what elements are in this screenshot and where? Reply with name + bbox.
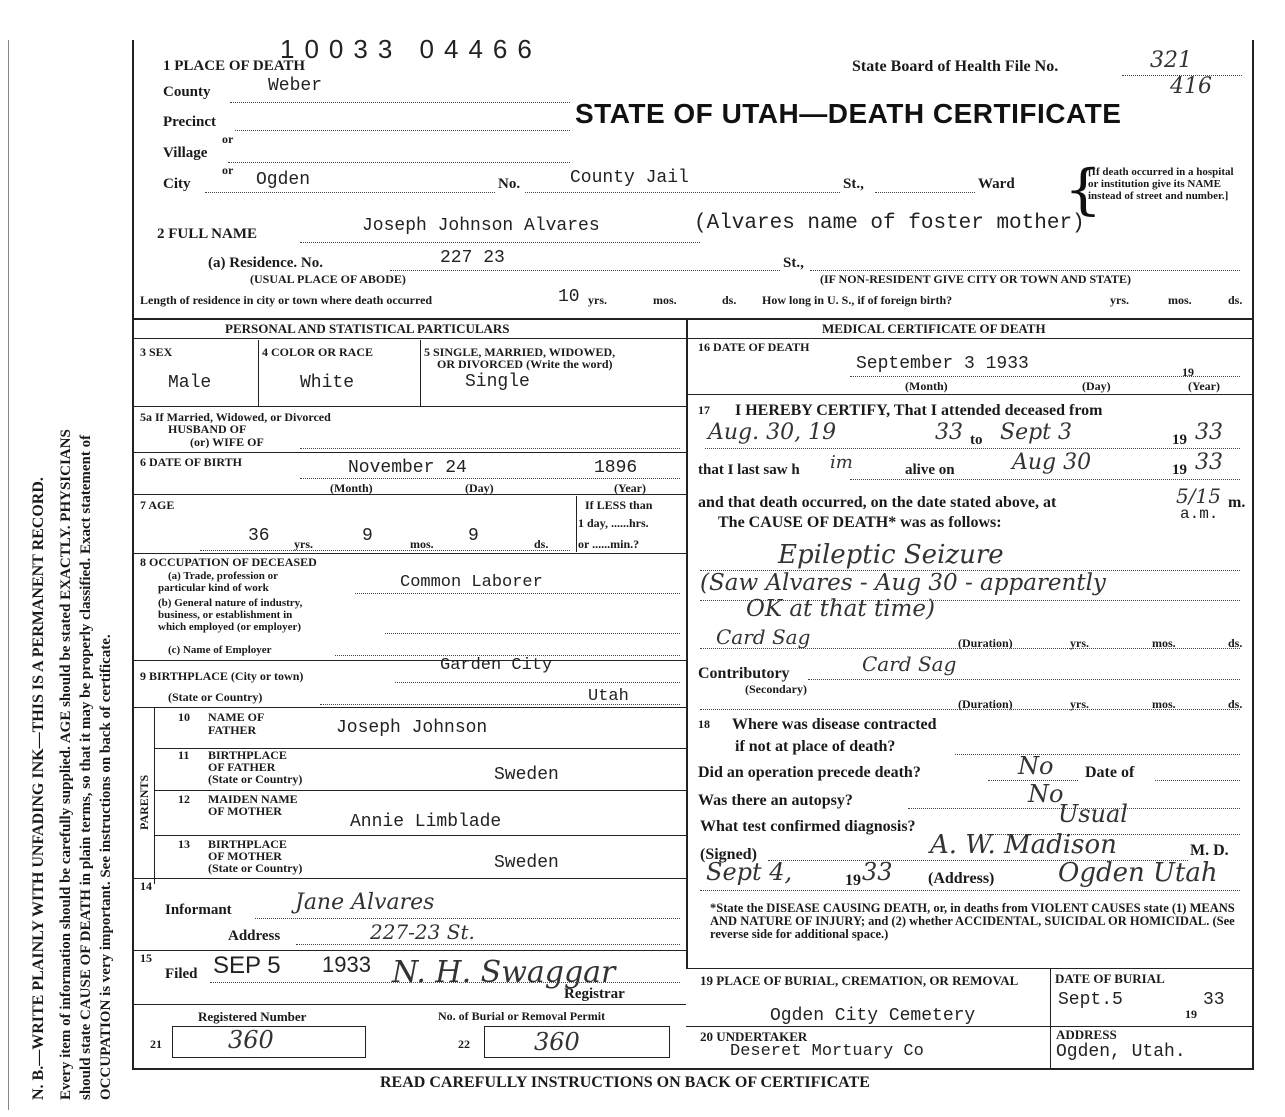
certificate-title: STATE OF UTAH—DEATH CERTIFICATE <box>575 98 1122 129</box>
birthplace-label: 9 BIRTHPLACE (City or town) <box>140 669 304 683</box>
dod-month-caption: (Month) <box>905 379 948 393</box>
precinct-label: Precinct <box>163 114 217 130</box>
contributory-value: Card Sag <box>862 652 957 676</box>
informant-num: 14 <box>140 879 152 893</box>
dod-label: 16 DATE OF DEATH <box>698 340 810 354</box>
undertaker-value: Deseret Mortuary Co <box>730 1042 924 1061</box>
dob-year-caption: (Year) <box>614 481 646 495</box>
signed-date: Sept 4, <box>706 858 793 886</box>
age-yrs: 36 <box>248 526 270 546</box>
center-divider <box>686 318 688 968</box>
filed-label: Filed <box>165 966 198 982</box>
father-bp-value: Sweden <box>494 765 559 785</box>
state-file-label: State Board of Health File No. <box>852 58 1059 75</box>
alive-date: Aug 30 <box>1012 450 1092 475</box>
foreign-birth-label: How long in U. S., if of foreign birth? <box>762 293 953 307</box>
burial-permit-value: 360 <box>534 1028 580 1056</box>
state-country-label: (State or Country) <box>168 690 263 704</box>
age-yrs-label: yrs. <box>294 537 313 551</box>
am-label: a.m. <box>1180 505 1219 523</box>
operation-value: No <box>1018 752 1054 780</box>
alive-on-label: alive on <box>905 462 955 478</box>
duration-ds-2: ds. <box>1228 697 1243 711</box>
spouse-label-3: (or) WIFE OF <box>190 435 264 449</box>
county-label: County <box>163 84 211 100</box>
dob-day-caption: (Day) <box>465 481 494 495</box>
dod-year-caption: (Year) <box>1188 379 1220 393</box>
right-border <box>1252 40 1254 1070</box>
signed-19: 19 <box>845 872 861 889</box>
res-yrs: yrs. <box>588 293 607 307</box>
occupation-value: Common Laborer <box>400 573 543 592</box>
disease-label: Where was disease contracted <box>732 716 937 733</box>
or-label-2: or <box>222 163 234 177</box>
divider-top <box>132 318 1252 320</box>
certify-text: I HEREBY CERTIFY, That I attended deceased from <box>735 402 1103 419</box>
less-than-2: 1 day, ......hrs. <box>578 516 649 530</box>
full-name-note: (Alvares name of foster mother) <box>694 212 1085 235</box>
place-of-death-label: 1 PLACE OF DEATH <box>163 58 306 74</box>
occupation-label: 8 OCCUPATION OF DECEASED <box>140 555 317 569</box>
side-note-1: N. B.—WRITE PLAINLY WITH UNFADING INK—THIS IS A PERMANENT RECORD. <box>30 477 47 1100</box>
father-bp-num: 11 <box>178 748 190 762</box>
duration-1: (Duration) <box>958 636 1013 650</box>
footnote: *State the DISEASE CAUSING DEATH, or, in deaths from VIOLENT CAUSES state (1) MEANS AND NATURE OF INJURY; and (2) whether ACCIDENTAL, SUICIDAL OR HOMICIDAL. (See reverse side for additional space.) <box>710 901 1235 941</box>
dob-value: November 24 <box>348 458 467 478</box>
dod-19: 19 <box>1182 365 1194 379</box>
birthplace-city: Garden City <box>440 656 553 675</box>
father-label-text: NAME OF FATHER <box>208 710 264 737</box>
occupation-b1: (b) General nature of industry, <box>158 597 303 609</box>
operation-label: Did an operation precede death? <box>698 764 921 781</box>
physician-signature: A. W. Madison <box>930 830 1117 860</box>
full-name-label: 2 FULL NAME <box>157 226 258 242</box>
signed-year: 33 <box>862 858 893 886</box>
dob-year: 1896 <box>594 458 638 478</box>
death-occurred-label: and that death occurred, on the date stated above, at <box>698 494 1057 511</box>
res-yrs-2: yrs. <box>1110 293 1129 307</box>
res-ds: ds. <box>722 293 737 307</box>
mother-value: Annie Limblade <box>350 812 502 832</box>
color-value: White <box>300 373 355 393</box>
street-number-value: County Jail <box>570 168 689 188</box>
informant-address: 227-23 St. <box>370 920 475 944</box>
duration-yrs-2: yrs. <box>1070 697 1089 711</box>
registered-number-label: Registered Number <box>198 1009 307 1024</box>
undertaker-label: 20 UNDERTAKER <box>700 1029 808 1044</box>
res-mos-2: mos. <box>1168 293 1192 307</box>
mother-name-num: 12 <box>178 792 190 806</box>
city-label: City <box>163 176 191 192</box>
dob-month-caption: (Month) <box>330 481 373 495</box>
duration-mos-1: mos. <box>1152 636 1176 650</box>
attended-from-year: 33 <box>935 420 963 445</box>
attended-to: Sept 3 <box>1000 420 1073 445</box>
occupation-b2: business, or establishment in <box>158 609 293 621</box>
parents-label: PARENTS <box>137 774 151 830</box>
burial-date-value: Sept.5 <box>1058 990 1123 1010</box>
age-mos-label: mos. <box>410 537 434 551</box>
state-file-no-top: 321 <box>1150 48 1192 73</box>
spouse-label-2: HUSBAND OF <box>168 422 247 436</box>
father-name-label: 10 <box>178 710 190 724</box>
side-note-4: OCCUPATION is very important. See instructions on back of certificate. <box>98 634 114 1100</box>
non-resident-label: (IF NON-RESIDENT GIVE CITY OR TOWN AND STATE) <box>820 272 1132 286</box>
occupation-a2: particular kind of work <box>158 582 269 594</box>
to-label: to <box>970 432 983 448</box>
residence-value: 227 23 <box>440 248 505 268</box>
alive-year: 33 <box>1195 450 1223 475</box>
length-residence-label: Length of residence in city or town where death occurred <box>140 293 433 307</box>
county-value: Weber <box>268 76 323 96</box>
occupation-a1: (a) Trade, profession or <box>168 570 278 582</box>
secondary-label: (Secondary) <box>745 682 807 696</box>
mother-name-label: MAIDEN NAME OF MOTHER <box>208 792 298 818</box>
physician-address-label: (Address) <box>928 870 995 887</box>
duration-yrs-1: yrs. <box>1070 636 1089 650</box>
father-bp-label: BIRTHPLACE OF FATHER (State or Country) <box>208 748 303 786</box>
res-ds-2: ds. <box>1228 293 1243 307</box>
left-border <box>132 40 134 1070</box>
sex-label: 3 SEX <box>140 345 173 359</box>
age-mos: 9 <box>362 526 373 546</box>
age-ds-label: ds. <box>534 537 549 551</box>
informant-label: Informant <box>165 902 232 918</box>
marital-label-2: OR DIVORCED (Write the word) <box>437 357 613 371</box>
informant-value: Jane Alvares <box>295 890 435 915</box>
test-label: What test confirmed diagnosis? <box>700 818 916 835</box>
registrar-signature: N. H. Swaggar <box>392 955 616 990</box>
cause-3: OK at that time) <box>746 596 935 622</box>
filed-num: 15 <box>140 951 152 965</box>
ward-label: Ward <box>978 176 1015 192</box>
filed-year: 1933 <box>322 952 371 977</box>
residence-label: (a) Residence. No. <box>208 255 323 271</box>
mother-bp-num: 13 <box>178 837 190 851</box>
bottom-border <box>132 1068 1252 1070</box>
undertaker-address-label: ADDRESS <box>1056 1027 1117 1042</box>
burial-year: 33 <box>1203 990 1225 1010</box>
burial-19: 19 <box>1185 1007 1197 1021</box>
birthplace-state: Utah <box>588 687 629 706</box>
sex-value: Male <box>168 373 212 393</box>
filed-date: SEP 5 <box>213 952 281 979</box>
informant-address-label: Address <box>228 928 281 944</box>
duration-ds-1: ds. <box>1228 636 1243 650</box>
attended-from: Aug. 30, 19 <box>708 420 837 445</box>
certify-num: 17 <box>698 403 710 417</box>
burial-place-label: 19 PLACE OF BURIAL, CREMATION, OR REMOVAL <box>700 973 1019 988</box>
no-label: No. <box>498 176 521 192</box>
last-saw-label: that I last saw h <box>698 462 800 478</box>
burial-place-value: Ogden City Cemetery <box>770 1006 976 1026</box>
physician-address: Ogden Utah <box>1058 858 1218 888</box>
spouse-label-1: 5a If Married, Widowed, or Divorced <box>140 410 331 424</box>
occupation-b3: which employed (or employer) <box>158 621 302 633</box>
footer-instructions: READ CAREFULLY INSTRUCTIONS ON BACK OF CERTIFICATE <box>380 1074 870 1091</box>
contributory-label: Contributory <box>698 665 790 682</box>
cause-2: (Saw Alvares - Aug 30 - apparently <box>700 570 1106 596</box>
residence-st-label: St., <box>783 255 804 271</box>
hospital-note: [If death occurred in a hospital or institution give its NAME instead of street and number.] <box>1088 166 1234 202</box>
age-ds: 9 <box>468 526 479 546</box>
file-stamp-number: 10033 04466 <box>280 34 542 64</box>
side-note-3: should state CAUSE OF DEATH in plain terms, so that it may be properly classified. Exact statement of <box>78 434 94 1100</box>
burial-permit-label: No. of Burial or Removal Permit <box>438 1009 606 1023</box>
cause-1: Epileptic Seizure <box>778 540 1004 570</box>
personal-header: PERSONAL AND STATISTICAL PARTICULARS <box>225 321 510 336</box>
alive-19: 19 <box>1172 462 1187 478</box>
or-label-1: or <box>222 132 234 146</box>
attended-to-year: 33 <box>1195 420 1223 445</box>
signed-label: (Signed) <box>700 846 757 863</box>
mother-bp-label: BIRTHPLACE OF MOTHER (State or Country) <box>208 837 303 875</box>
side-note-2: Every item of information should be carefully supplied. AGE should be stated EXACTLY. PHYSICIANS <box>58 429 74 1100</box>
color-label: 4 COLOR OR RACE <box>262 345 374 359</box>
disease-num: 18 <box>698 717 710 731</box>
cause-label: The CAUSE OF DEATH* was as follows: <box>718 514 1002 531</box>
duration-2: (Duration) <box>958 697 1013 711</box>
dod-value: September 3 1933 <box>856 354 1029 374</box>
reg-22: 22 <box>458 1037 470 1051</box>
marital-label-1: 5 SINGLE, MARRIED, WIDOWED, <box>424 345 616 359</box>
city-value: Ogden <box>256 170 311 190</box>
res-mos: mos. <box>653 293 677 307</box>
test-value: Usual <box>1058 800 1128 828</box>
dob-label: 6 DATE OF BIRTH <box>140 455 242 469</box>
state-file-no-bottom: 416 <box>1170 74 1212 99</box>
medical-header: MEDICAL CERTIFICATE OF DEATH <box>822 321 1046 336</box>
autopsy-label: Was there an autopsy? <box>698 792 853 809</box>
far-left-edge <box>8 40 9 1110</box>
m-label: m. <box>1228 494 1246 511</box>
undertaker-address: Ogden, Utah. <box>1056 1042 1186 1062</box>
autopsy-value: No <box>1028 780 1064 808</box>
attended-to-19: 19 <box>1172 432 1187 448</box>
duration-mos-2: mos. <box>1152 697 1176 711</box>
mother-bp-value: Sweden <box>494 853 559 873</box>
village-label: Village <box>163 145 208 161</box>
age-label: 7 AGE <box>140 498 175 512</box>
disease-label-2: if not at place of death? <box>735 738 896 755</box>
date-of-label: Date of <box>1085 764 1135 781</box>
father-value: Joseph Johnson <box>336 718 488 738</box>
md-label: M. D. <box>1190 842 1229 859</box>
less-than-3: or ......min.? <box>578 537 640 551</box>
registrar-label: Registrar <box>564 986 625 1002</box>
length-residence-value: 10 <box>558 287 580 307</box>
dod-day-caption: (Day) <box>1082 379 1111 393</box>
st-label: St., <box>843 176 864 192</box>
last-saw-him: im <box>830 452 853 473</box>
death-time: 5/15 <box>1176 484 1221 508</box>
usual-abode-label: (USUAL PLACE OF ABODE) <box>250 272 406 286</box>
reg-21: 21 <box>150 1037 162 1051</box>
full-name-value: Joseph Johnson Alvares <box>362 216 600 236</box>
employer-label: (c) Name of Employer <box>168 644 272 656</box>
less-than-1: If LESS than <box>585 498 653 512</box>
burial-date-label: DATE OF BURIAL <box>1055 971 1165 986</box>
cause-4: Card Sag <box>716 625 811 649</box>
registered-number-value: 360 <box>228 1026 274 1054</box>
marital-value: Single <box>465 372 530 392</box>
brace: { <box>1064 158 1103 222</box>
